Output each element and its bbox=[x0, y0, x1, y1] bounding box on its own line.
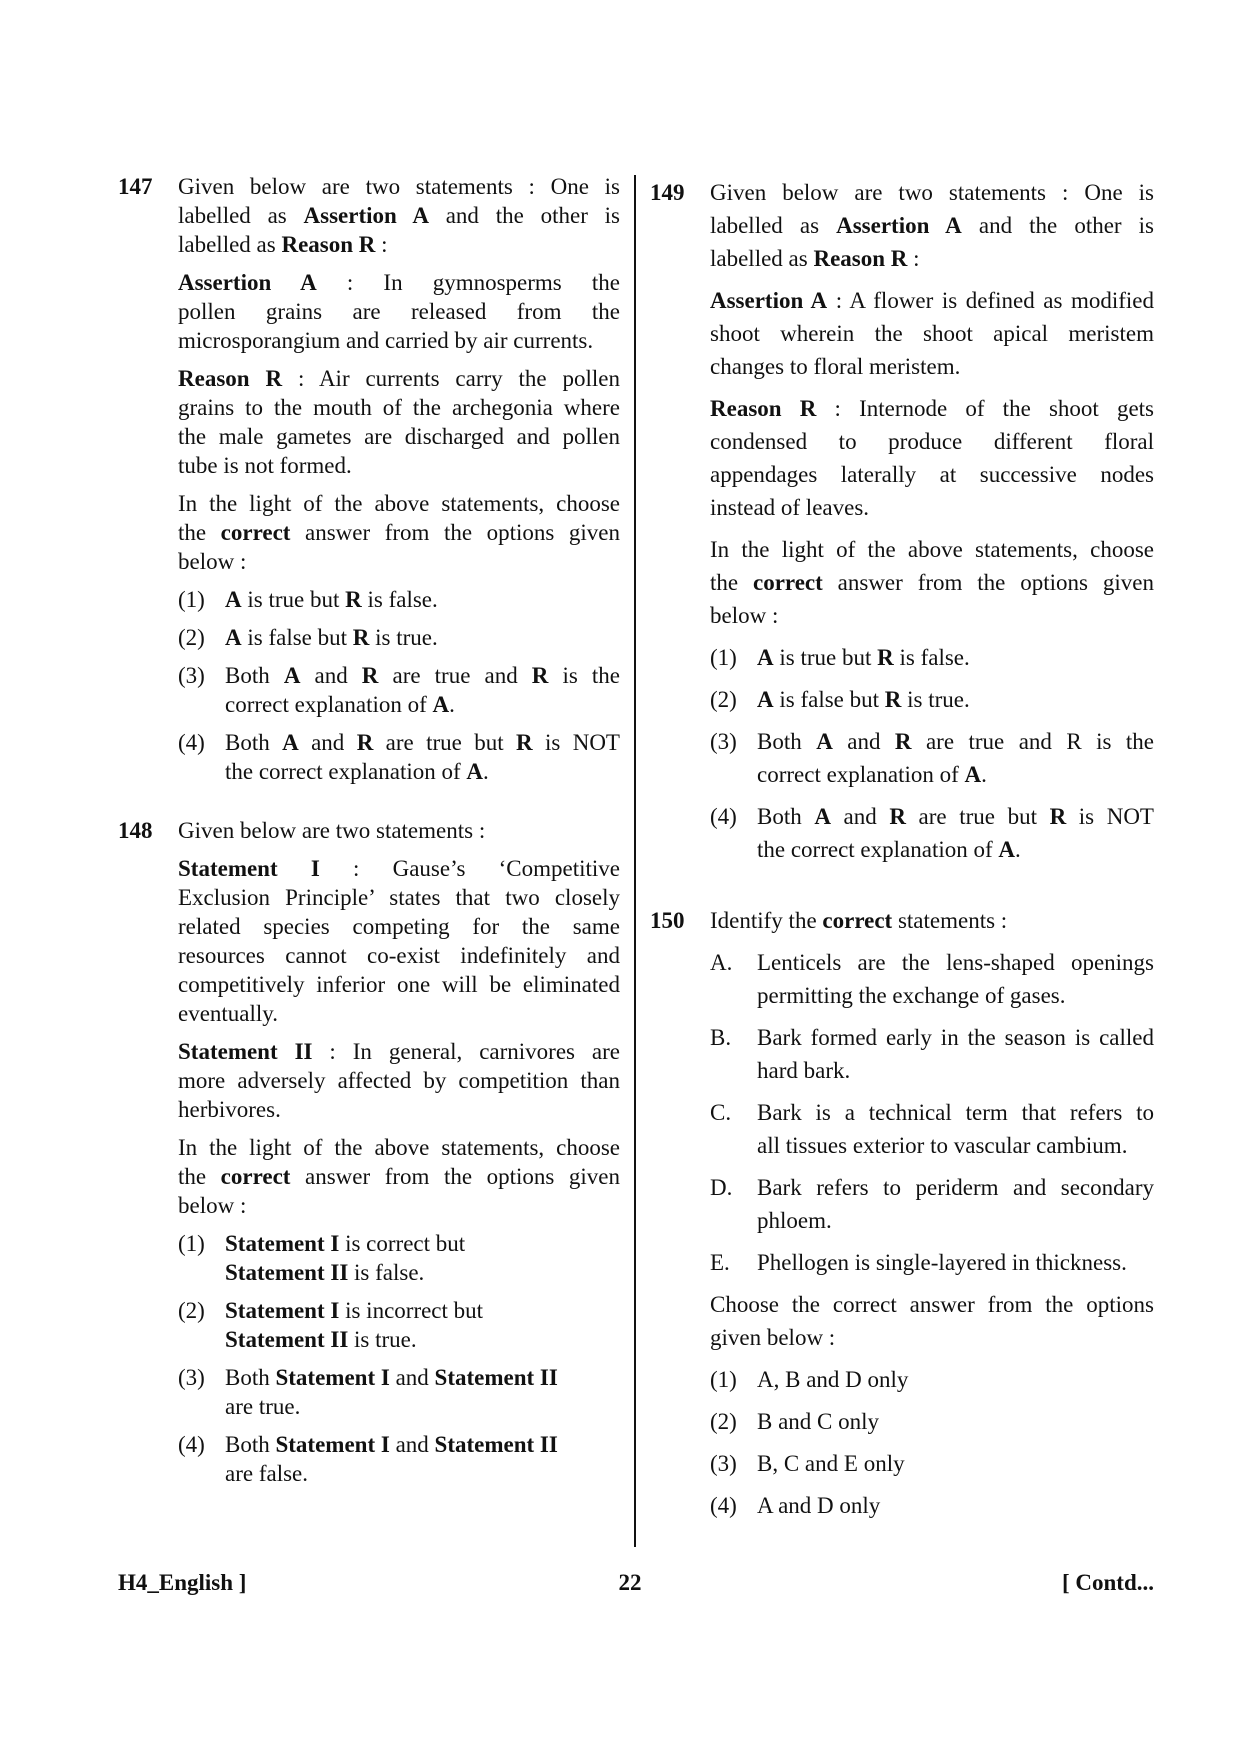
question-number: 148 bbox=[118, 818, 153, 843]
question-147 bbox=[118, 172, 620, 786]
option-1[interactable]: (1) A is true but R is false. bbox=[178, 587, 438, 612]
question-number: 150 bbox=[650, 908, 685, 933]
question-149 bbox=[650, 176, 1154, 866]
option-4[interactable]: (4) Both A and R are true but R is NOT the correct explanation of A. bbox=[178, 730, 620, 784]
instruction: Choose the correct answer from the options given below : bbox=[710, 1292, 1154, 1350]
right-column bbox=[650, 176, 1154, 1522]
assertion: Assertion A : In gymnosperms the pollen grains are released from the microsporangium and carried by air currents. bbox=[178, 270, 620, 353]
option-4[interactable]: (4) Both A and R are true but R is NOT the correct explanation of A. bbox=[710, 804, 1154, 862]
instruction: In the light of the above statements, choose the correct answer from the options given below : bbox=[710, 537, 1154, 628]
option-3[interactable]: (3) Both Statement I and Statement II are true. bbox=[178, 1365, 558, 1419]
question-150 bbox=[650, 904, 1154, 1522]
reason: Reason R : Air currents carry the pollen grains to the mouth of the archegonia where the male gametes are discharged and pollen tube is not formed. bbox=[178, 366, 621, 478]
question-stem: Given below are two statements : One is labelled as Assertion A and the other is labelled as Reason R : bbox=[710, 180, 1154, 271]
question-stem: Identify the correct statements : bbox=[710, 908, 1008, 933]
option-1[interactable]: (1) A is true but R is false. bbox=[710, 645, 970, 670]
question-number: 149 bbox=[650, 180, 685, 205]
option-2[interactable]: (2) A is false but R is true. bbox=[710, 687, 970, 712]
option-1[interactable]: (1) Statement I is correct but Statement II is false. bbox=[178, 1231, 466, 1285]
question-number: 147 bbox=[118, 174, 153, 199]
footer-continued: [ Contd... bbox=[1061, 1570, 1154, 1595]
option-3[interactable]: (3) Both A and R are true and R is the correct explanation of A. bbox=[178, 663, 620, 717]
option-4[interactable]: (4) Both Statement I and Statement II are false. bbox=[178, 1432, 558, 1486]
statement-2: Statement II : In general, carnivores are more adversely affected by competition than herbivores. bbox=[178, 1039, 620, 1122]
page-number: 22 bbox=[618, 1570, 642, 1595]
question-stem: Given below are two statements : One is labelled as Assertion A and the other is labelled as Reason R : bbox=[178, 174, 620, 257]
option-2[interactable]: (2) Statement I is incorrect but Statement II is true. bbox=[178, 1298, 484, 1352]
left-column bbox=[118, 172, 620, 1488]
option-2[interactable]: (2) A is false but R is true. bbox=[178, 625, 438, 650]
option-3[interactable]: (3) Both A and R are true and R is the correct explanation of A. bbox=[710, 729, 1154, 787]
question-stem: Given below are two statements : bbox=[178, 818, 486, 843]
option-2[interactable]: (2) B and C only bbox=[710, 1409, 880, 1434]
footer-booklet-code: H4_English ] bbox=[118, 1570, 247, 1595]
assertion: Assertion A : A flower is defined as modified shoot wherein the shoot apical meristem changes to floral meristem. bbox=[710, 288, 1154, 379]
statement-c: C. Bark is a technical term that refers to all tissues exterior to vascular cambium. bbox=[710, 1100, 1154, 1158]
reason: Reason R : Internode of the shoot gets condensed to produce different floral appendages laterally at successive nodes instead of leaves. bbox=[710, 396, 1154, 520]
instruction: In the light of the above statements, choose the correct answer from the options given below : bbox=[178, 491, 620, 574]
statement-b: B. Bark formed early in the season is called hard bark. bbox=[710, 1025, 1154, 1083]
statement-d: D. Bark refers to periderm and secondary phloem. bbox=[710, 1175, 1154, 1233]
column-divider bbox=[634, 175, 636, 1547]
statement-e: E. Phellogen is single-layered in thickness. bbox=[710, 1250, 1127, 1275]
question-148 bbox=[118, 816, 620, 1488]
statement-1: Statement I : Gause’s ‘Competitive Exclusion Principle’ states that two closely related species competing for the same resources cannot co-exist indefinitely and competitively inferior one will be eliminated eventually. bbox=[178, 856, 620, 1026]
statement-a: A. Lenticels are the lens-shaped openings permitting the exchange of gases. bbox=[710, 950, 1154, 1008]
option-4[interactable]: (4) A and D only bbox=[710, 1493, 881, 1518]
option-3[interactable]: (3) B, C and E only bbox=[710, 1451, 905, 1476]
instruction: In the light of the above statements, choose the correct answer from the options given below : bbox=[178, 1135, 620, 1218]
option-1[interactable]: (1) A, B and D only bbox=[710, 1367, 909, 1392]
